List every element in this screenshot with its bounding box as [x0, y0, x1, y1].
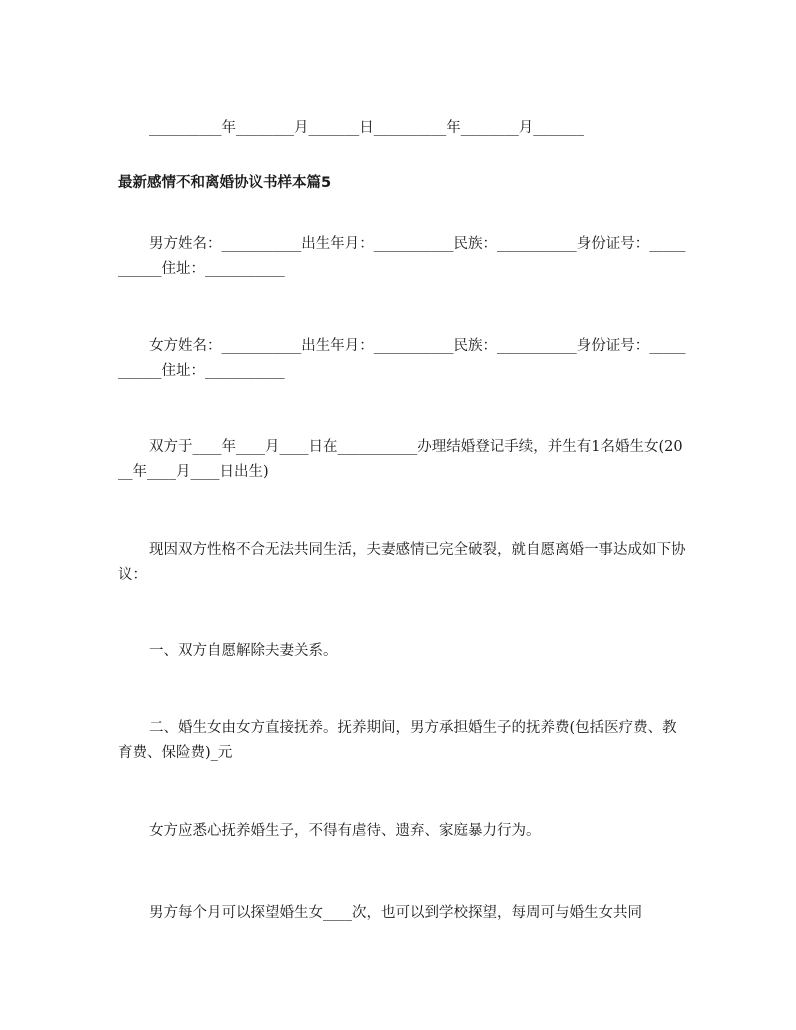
clause-2-note-paragraph: 女方应悉心抚养婚生子，不得有虐待、遗弃、家庭暴力行为。 — [149, 823, 541, 839]
date-line: __________年________月_______日__________年________月_______ — [149, 120, 584, 136]
marriage-info-paragraph: 双方于____年____月____日在___________办理结婚登记手续，并生有1名婚生女(20__年____月____日出生) — [118, 439, 683, 480]
clause-2-paragraph: 二、婚生女由女方直接抚养。抚养期间，男方承担婚生子的抚养费(包括医疗费、教育费、保险费)_元 — [118, 720, 677, 761]
male-info-paragraph: 男方姓名：___________出生年月：___________民族：___________身份证号：___________住址：___________ — [118, 236, 686, 277]
female-info-paragraph: 女方姓名：___________出生年月：___________民族：___________身份证号：___________住址：___________ — [118, 338, 686, 379]
section-heading: 最新感情不和离婚协议书样本篇5 — [118, 175, 332, 191]
reason-paragraph: 现因双方性格不合无法共同生活，夫妻感情已完全破裂，就自愿离婚一事达成如下协议： — [118, 542, 686, 583]
visitation-paragraph: 男方每个月可以探望婚生女____次，也可以到学校探望，每周可与婚生女共同 — [149, 905, 642, 921]
clause-1-paragraph: 一、双方自愿解除夫妻关系。 — [149, 643, 338, 659]
